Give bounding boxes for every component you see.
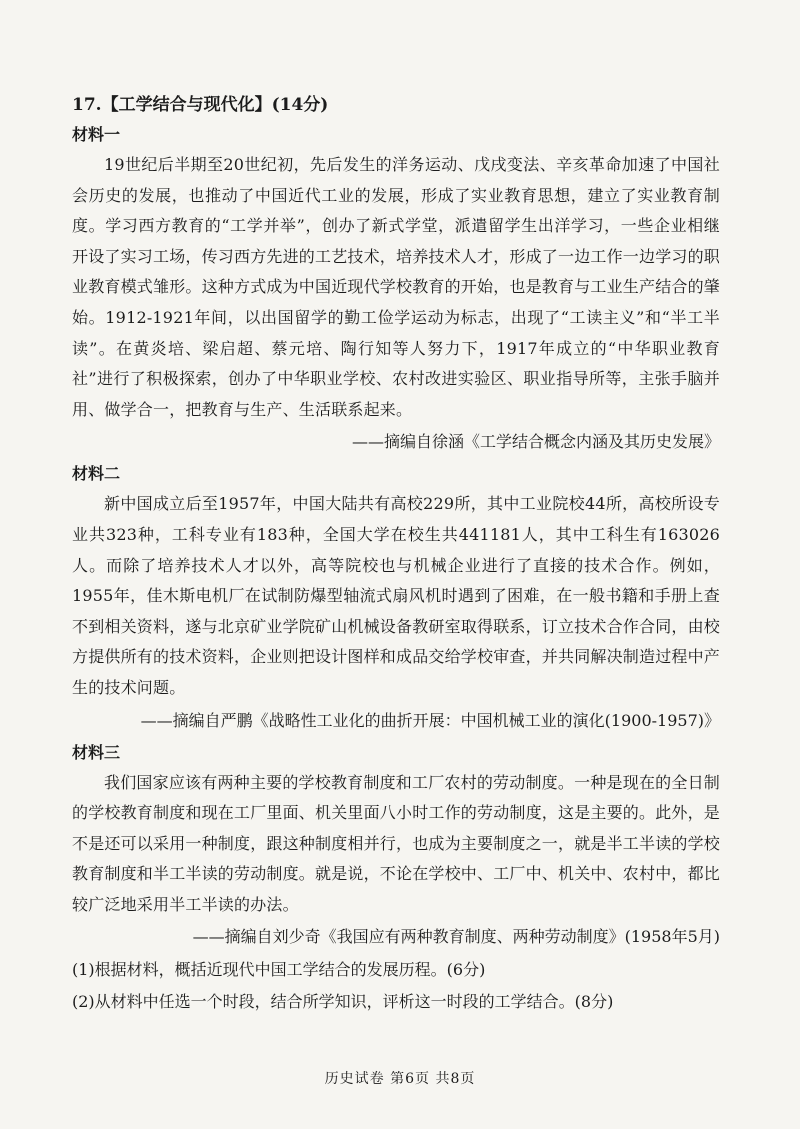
material3-source: ——摘编自刘少奇《我国应有两种教育制度、两种劳动制度》(1958年5月) xyxy=(192,927,720,947)
material1-title: 材料一 xyxy=(72,125,121,144)
subquestion-2: (2)从材料中任选一个时段，结合所学知识，评析这一时段的工学结合。(8分) xyxy=(72,992,614,1012)
question-heading: 17.【工学结合与现代化】(14分) xyxy=(72,95,329,115)
subquestion-1: (1)根据材料，概括近现代中国工学结合的发展历程。(6分) xyxy=(72,960,486,980)
material1-source: ——摘编自徐涵《工学结合概念内涵及其历史发展》 xyxy=(351,432,720,452)
material3-text: 我们国家应该有两种主要的学校教育制度和工厂农村的劳动制度。一种是现在的全日制的学校教育制度和现在工厂里面、机关里面八小时工作的劳动制度，这是主要的。此外，是不是还可以采用一种制度，跟这种制度相并行，也成为主要制度之一，就是半工半读的学校教育制度和半工半读的劳动制度。就是说，不论在学校中、工厂中、机关中、农村中，都比较广泛地采用半工半读的办法。 xyxy=(72,772,721,914)
page-footer: 历史试卷 第6页 共8页 xyxy=(324,1071,476,1087)
material1-text: 19世纪后半期至20世纪初，先后发生的洋务运动、戊戌变法、辛亥革命加速了中国社会历史的发展，也推动了中国近代工业的发展，形成了实业教育思想，建立了实业教育制度。学习西方教育的“工学并举”，创办了新式学堂，派遣留学生出洋学习，一些企业相继开设了实习工场，传习西方先进的工艺技术，培养技术人才，形成了一边工作一边学习的职业教育模式雏形。这种方式成为中国近现代学校教育的开始，也是教育与工业生产结合的肇始。1912-1921年间，以出国留学的勤工俭学运动为标志，出现了“工读主义”和“半工半读”。在黄炎培、梁启超、蔡元培、陶行知等人努力下，1917年成立的“中华职业教育社”进行了积极探索，创办了中华职业学校、农村改进实验区、职业指导所等，主张手脑并用、做学合一，把教育与生产、生活联系起来。 xyxy=(72,155,721,419)
material2-text: 新中国成立后至1957年，中国大陆共有高校229所，其中工业院校44所，高校所设专业共323种，工科专业有183种，全国大学在校生共441181人，其中工科生有163026人。而除了培养技术人才以外，高等院校也与机械企业进行了直接的技术合作。例如，1955年，佳木斯电机厂在试制防爆型轴流式扇风机时遇到了困难，在一般书籍和手册上查不到相关资料，遂与北京矿业学院矿山机械设备教研室取得联系，订立技术合作合同，由校方提供所有的技术资料，企业则把设计图样和成品交给学校审查，并共同解决制造过程中产生的技术问题。 xyxy=(72,494,721,697)
exam-page xyxy=(72,92,720,1018)
material2-source: ——摘编自严鹏《战略性工业化的曲折开展：中国机械工业的演化(1900-1957)》 xyxy=(140,710,720,730)
material3-title: 材料三 xyxy=(72,742,121,762)
material2-title: 材料二 xyxy=(72,464,121,484)
